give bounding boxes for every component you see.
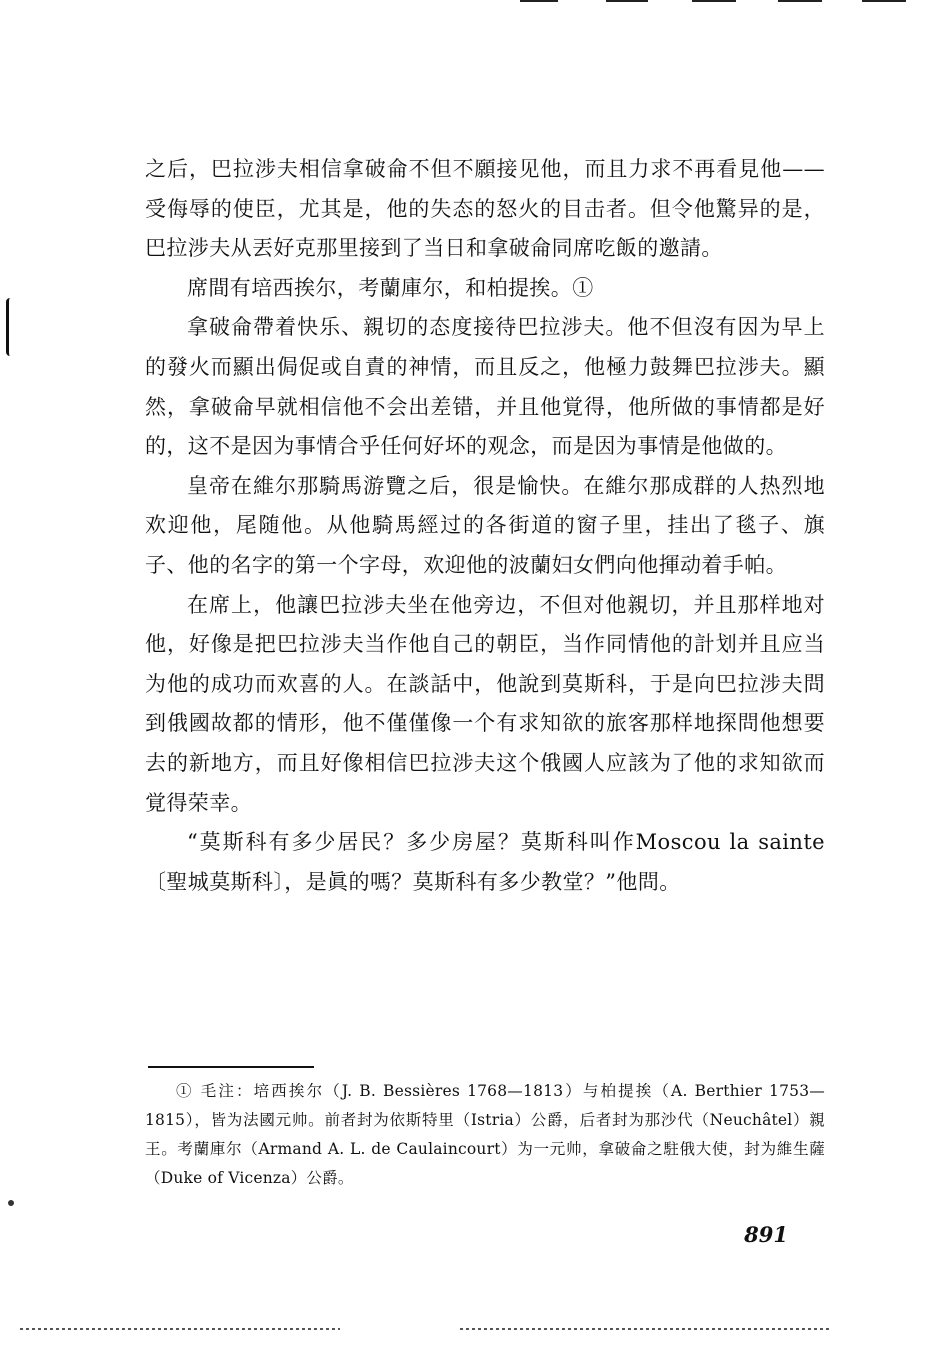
body-text [145, 150, 825, 902]
paragraph: 拿破侖帶着快乐、親切的态度接待巴拉涉夫。他不但沒有因为早上的發火而顯出侷促或自責的神情，而且反之，他極力鼓舞巴拉涉夫。顯然，拿破侖早就相信他不会出差错，并且他覚得，他所做的事情都是好的，这不是因为事情合乎任何好坏的观念，而是因为事情是他做的。 [145, 315, 825, 459]
paragraph: 皇帝在維尔那騎馬游覽之后，很是愉快。在維尔那成群的人热烈地欢迎他，尾随他。从他騎馬經过的各街道的窗子里，挂出了毯子、旗子、他的名字的第一个字母，欢迎他的波蘭妇女們向他揮动着手帕。 [145, 473, 825, 577]
footnote-text: ① 毛注：培西挨尔（J. B. Bessières 1768—1813）与柏提挨（A. Berthier 1753—1815），皆为法國元帅。前者封为依斯特里（Istria）公爵，后者封为那沙代（Neuchâtel）親王。考蘭庫尔（Armand A. L. de Caulaincourt）为一元帅，拿破侖之駐俄大使，封为維生薩（Duke of Vicenza）公爵。 [145, 1082, 825, 1187]
paragraph: 之后，巴拉涉夫相信拿破侖不但不願接见他，而且力求不再看見他——受侮辱的使臣，尤其是，他的失态的怒火的目击者。但令他驚异的是，巴拉涉夫从丟好克那里接到了当日和拿破侖同席吃飯的邀請。 [145, 157, 825, 261]
scan-edge-noise [460, 1328, 830, 1330]
top-edge-rule [520, 0, 558, 2]
paragraph: “莫斯科有多少居民？多少房屋？莫斯科叫作Moscou la sainte〔聖城莫斯科〕，是眞的嗎？莫斯科有多少教堂？”他問。 [145, 830, 825, 894]
scan-edge-noise [20, 1328, 340, 1330]
margin-dot-mark [8, 1200, 14, 1206]
top-edge-rule [778, 0, 822, 2]
top-edge-rule [692, 0, 736, 2]
paragraph: 席間有培西挨尔，考蘭庫尔，和柏提挨。① [187, 275, 594, 300]
top-edge-rule [606, 0, 648, 2]
page-number: 891 [744, 1222, 788, 1247]
margin-bracket-mark [6, 298, 17, 356]
top-edge-rule [862, 0, 906, 2]
paragraph: 在席上，他讓巴拉涉夫坐在他旁边，不但对他親切，并且那样地对他，好像是把巴拉涉夫当作他自己的朝臣，当作同情他的計划并且应当为他的成功而欢喜的人。在談話中，他說到莫斯科，于是向巴拉涉夫問到俄國故都的情形，他不僅僅像一个有求知欲的旅客那样地探問他想要去的新地方，而且好像相信巴拉涉夫这个俄國人应該为了他的求知欲而覚得荣幸。 [145, 592, 825, 815]
footnote [145, 1077, 825, 1193]
footnote-divider [148, 1066, 314, 1068]
